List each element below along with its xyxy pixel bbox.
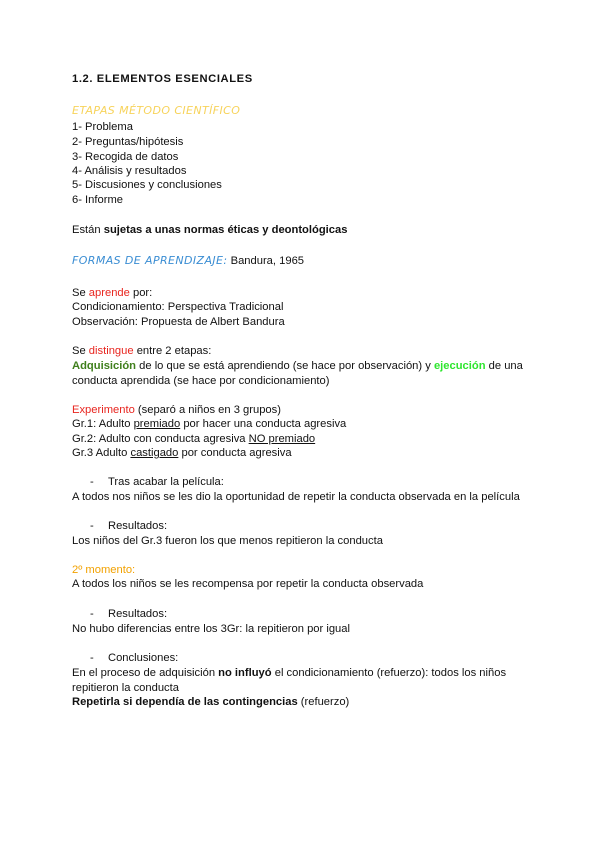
etapa-item: 3- Recogida de datos xyxy=(72,151,179,163)
distingue-line: Se distingue entre 2 etapas: xyxy=(72,345,212,357)
conclusiones-line-2: repitieron la conducta xyxy=(72,682,179,694)
formas-line: FORMAS DE APRENDIZAJE: Bandura, 1965 xyxy=(72,254,305,267)
bullet-tras-acabar-text: A todos nos niños se les dio la oportunidad de repetir la conducta observada en la película xyxy=(72,491,520,503)
bullet-resultados-2-text: No hubo diferencias entre los 3Gr: la repitieron por igual xyxy=(72,623,350,635)
experimento-line: Experimento (separó a niños en 3 grupos) xyxy=(72,404,281,416)
etapa-item: 5- Discusiones y conclusiones xyxy=(72,179,222,191)
bullet-resultados-1-text: Los niños del Gr.3 fueron los que menos repitieron la conducta xyxy=(72,535,383,547)
etapa-item: 1- Problema xyxy=(72,121,133,133)
aprende-line: Se aprende por: xyxy=(72,287,153,299)
etapa-item: 2- Preguntas/hipótesis xyxy=(72,136,184,148)
conclusiones-final: Repetirla si dependía de las contingencias (refuerzo) xyxy=(72,696,350,708)
grupo-3: Gr.3 Adulto castigado por conducta agresiva xyxy=(72,447,292,459)
momento-2-text: A todos los niños se les recompensa por repetir la conducta observada xyxy=(72,578,424,590)
bullet-tras-acabar: - Tras acabar la película: xyxy=(90,476,224,488)
aprende-line-2: Observación: Propuesta de Albert Bandura xyxy=(72,316,285,328)
etapas-line-2: conducta aprendida (se hace por condicionamiento) xyxy=(72,375,330,387)
grupo-1: Gr.1: Adulto premiado por hacer una conducta agresiva xyxy=(72,418,347,430)
etapas-line: Adquisición de lo que se está aprendiendo (se hace por observación) y ejecución de una xyxy=(72,360,523,372)
etapa-item: 6- Informe xyxy=(72,194,123,206)
aprende-line-1: Condicionamiento: Perspectiva Tradicional xyxy=(72,301,284,313)
section-title: 1.2. ELEMENTOS ESENCIALES xyxy=(72,73,253,85)
conclusiones-line-1: En el proceso de adquisición no influyó el condicionamiento (refuerzo): todos los niños xyxy=(72,667,507,679)
momento-2-heading: 2º momento: xyxy=(72,564,136,576)
etapas-heading: ETAPAS MÉTODO CIENTÍFICO xyxy=(72,104,241,117)
formas-heading: FORMAS DE APRENDIZAJE: xyxy=(72,254,228,267)
grupo-2: Gr.2: Adulto con conducta agresiva NO premiado xyxy=(72,433,316,445)
normas-line: Están sujetas a unas normas éticas y deontológicas xyxy=(72,224,348,236)
bullet-resultados-2: - Resultados: xyxy=(90,608,168,620)
etapa-item: 4- Análisis y resultados xyxy=(72,165,187,177)
bullet-resultados-1: - Resultados: xyxy=(90,520,168,532)
bullet-conclusiones: - Conclusiones: xyxy=(90,652,179,664)
